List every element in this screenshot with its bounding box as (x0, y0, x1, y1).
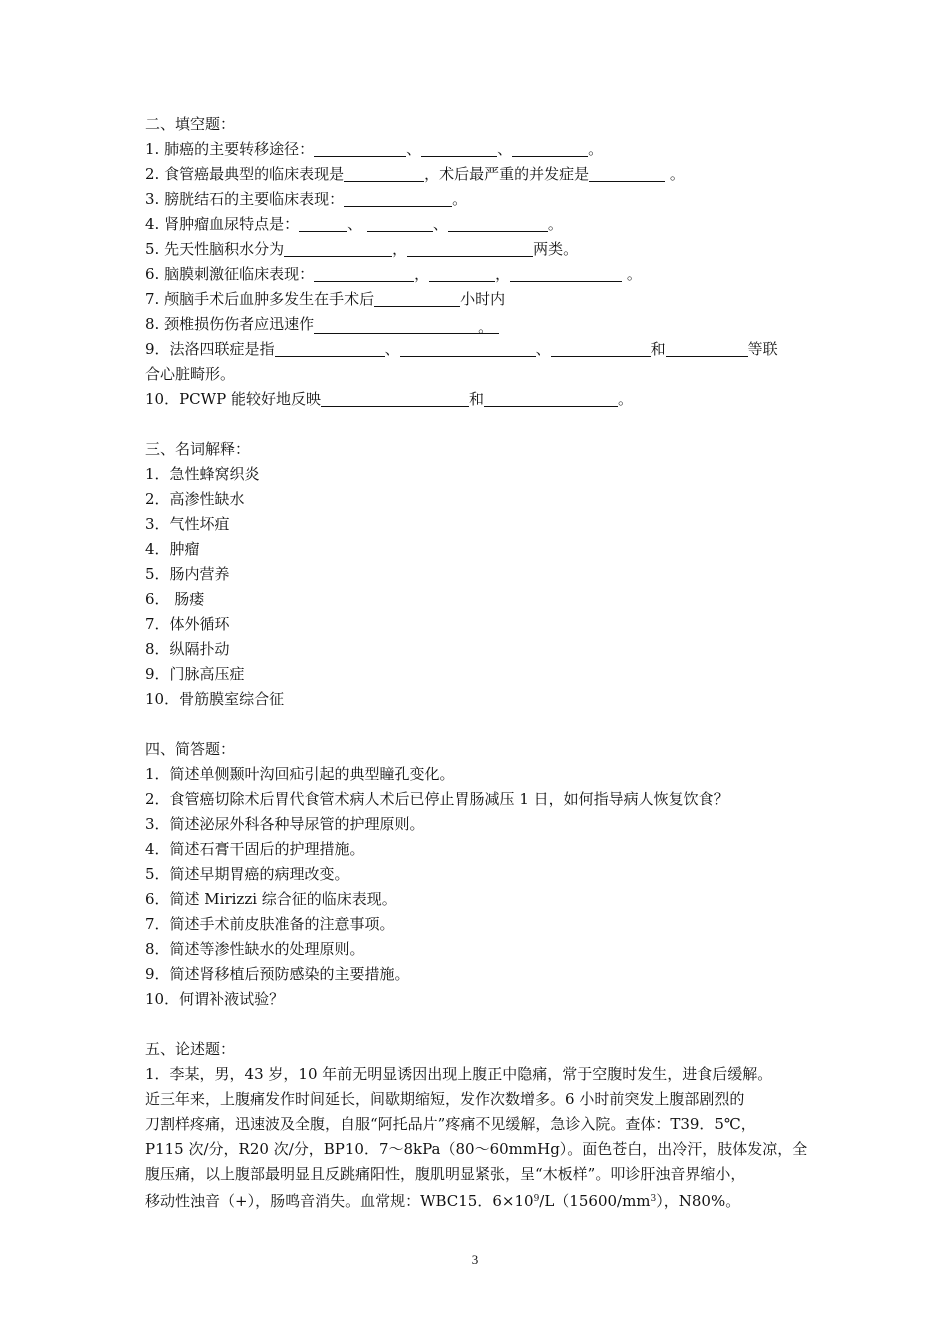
term-item: 8．纵隔扑动 (145, 640, 230, 658)
fill-question-8: 8. 颈椎损伤伤者应迅速作 。 (145, 312, 825, 337)
fill-question-9-continued: 合心脏畸形。 (145, 365, 236, 383)
term-item: 9．门脉高压症 (145, 665, 245, 683)
fill-question-5: 5. 先天性脑积水分为 ， 两类。 (145, 240, 579, 258)
essay-line: P115 次/分，R20 次/分，BP10．7～8kPa（80～60mmHg）。面色苍白，出冷汗，肢体发凉，全 (145, 1140, 808, 1158)
short-answer-item: 7．简述手术前皮肤准备的注意事项。 (145, 915, 395, 933)
short-answer-item: 4．简述石膏干固后的护理措施。 (145, 840, 365, 858)
answer-blank[interactable] (275, 338, 385, 357)
short-answer-item: 5．简述早期胃癌的病理改变。 (145, 865, 350, 883)
fill-question-6: 6. 脑膜刺激征临床表现： ， ， 。 (145, 265, 642, 283)
answer-blank[interactable] (407, 238, 533, 257)
essay-line-last: 移动性浊音（+），肠鸣音消失。血常规：WBC15．$6\times 10^9/L(15600/mm^3)$，N80%。 (145, 1192, 741, 1210)
fill-question-4: 4. 肾肿瘤血尿特点是： 、 、 。 (145, 215, 563, 233)
answer-blank[interactable] (421, 138, 497, 157)
answer-blank[interactable] (299, 213, 347, 232)
answer-blank[interactable] (284, 238, 392, 257)
essay-line: 近三年来，上腹痛发作时间延长，间歇期缩短，发作次数增多。6 小时前突发上腹部剧烈的 (145, 1090, 745, 1108)
term-item: 2．高渗性缺水 (145, 490, 245, 508)
section-heading-terms: 三、名词解释： (145, 440, 251, 458)
page-number: 3 (471, 1252, 479, 1267)
term-item: 3．气性坏疽 (145, 515, 230, 533)
answer-blank[interactable] (551, 338, 651, 357)
answer-blank[interactable] (484, 388, 618, 407)
fill-question-2: 2. 食管癌最典型的临床表现是 ，术后最严重的并发症是 。 (145, 165, 685, 183)
section-heading-short-answer: 四、简答题： (145, 740, 236, 758)
short-answer-item: 1．简述单侧颞叶沟回疝引起的典型瞳孔变化。 (145, 765, 455, 783)
section-heading-fill: 二、填空题： (145, 115, 236, 133)
answer-blank[interactable] (314, 263, 414, 282)
answer-blank[interactable] (321, 388, 469, 407)
term-item: 10．骨筋膜室综合征 (145, 690, 285, 708)
essay-line: 腹压痛，以上腹部最明显且反跳痛阳性，腹肌明显紧张，呈“木板样”。叩诊肝浊音界缩小， (145, 1165, 746, 1183)
fill-question-1: 1. 肺癌的主要转移途径： 、 、 。 (145, 140, 604, 158)
answer-blank[interactable] (666, 338, 748, 357)
short-answer-item: 10．何谓补液试验？ (145, 990, 285, 1008)
section-heading-essay: 五、论述题： (145, 1040, 236, 1058)
short-answer-item: 8．简述等渗性缺水的处理原则。 (145, 940, 365, 958)
short-answer-item: 6．简述 Mirizzi 综合征的临床表现。 (145, 890, 397, 908)
answer-blank[interactable] (344, 188, 452, 207)
answer-blank[interactable] (512, 138, 588, 157)
fill-question-10: 10．PCWP 能较好地反映 和 。 (145, 390, 633, 408)
answer-blank[interactable] (400, 338, 536, 357)
term-item: 1．急性蜂窝织炎 (145, 465, 260, 483)
essay-line: 刀割样疼痛，迅速波及全腹，自服“阿托品片”疼痛不见缓解，急诊入院。查体：T39．5℃， (145, 1115, 756, 1133)
term-item: 6． 肠瘘 (145, 590, 205, 608)
answer-blank[interactable]: 。 (314, 315, 499, 334)
short-answer-item: 3．简述泌尿外科各种导尿管的护理原则。 (145, 815, 425, 833)
answer-blank[interactable] (314, 138, 406, 157)
answer-blank[interactable] (448, 213, 548, 232)
fill-question-9: 9．法洛四联症是指 、 、 和 等联 (145, 340, 778, 358)
answer-blank[interactable] (510, 263, 622, 282)
answer-blank[interactable] (374, 288, 460, 307)
term-item: 5．肠内营养 (145, 565, 230, 583)
term-item: 4．肿瘤 (145, 540, 200, 558)
exam-page (145, 112, 825, 1212)
answer-blank[interactable] (429, 263, 495, 282)
essay-line: 1．李某，男，43 岁，10 年前无明显诱因出现上腹正中隐痛，常于空腹时发生，进食后缓解。 (145, 1065, 773, 1083)
short-answer-item: 9．简述肾移植后预防感染的主要措施。 (145, 965, 410, 983)
answer-blank[interactable] (589, 163, 665, 182)
term-item: 7．体外循环 (145, 615, 230, 633)
answer-blank[interactable] (367, 213, 433, 232)
fill-question-3: 3. 膀胱结石的主要临床表现： 。 (145, 190, 468, 208)
short-answer-item: 2．食管癌切除术后胃代食管术病人术后已停止胃肠减压 1 日，如何指导病人恢复饮食？ (145, 790, 729, 808)
fill-question-7: 7. 颅脑手术后血肿多发生在手术后 小时内 (145, 290, 506, 308)
answer-blank[interactable] (344, 163, 424, 182)
